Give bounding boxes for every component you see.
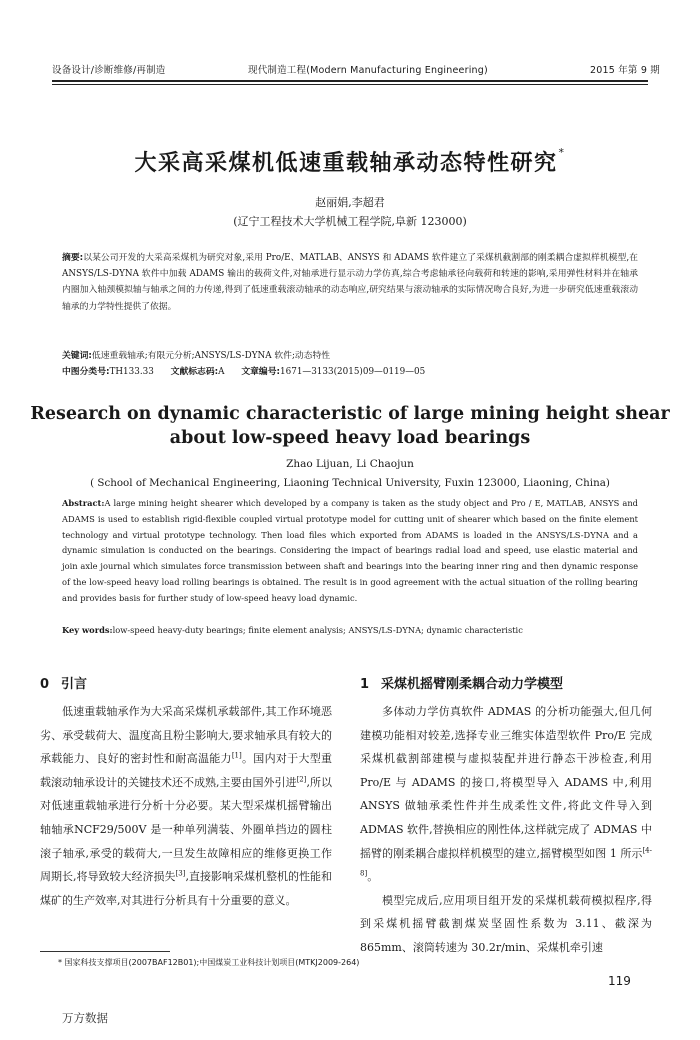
header-issue: 2015 年第 9 期 [590, 65, 660, 76]
clc-value: TH133.33 [109, 367, 154, 377]
abstract-cn-label: 摘要: [62, 253, 84, 263]
article-number [241, 367, 425, 377]
article-number-label: 文章编号: [241, 367, 281, 377]
header-section-label: 设备设计/诊断维修/再制造 [52, 65, 166, 76]
watermark: 万方数据 [62, 1011, 108, 1025]
affiliation-en: ( School of Mechanical Engineering, Liaoning Technical University, Fuxin 123000, Liaoning, China) [90, 477, 610, 489]
intro-text-1: 低速重载轴承作为大采高采煤机承载部件,其工作环境恶劣、承受载荷大、温度高且粉尘影响大,要求轴承具有较大的承载能力、良好的密封性和耐高温能力 [40, 705, 332, 766]
citation-3: [3] [175, 869, 186, 878]
citation-4-8: [4-8] [360, 845, 652, 878]
keywords-cn [62, 348, 638, 364]
authors-en: Zhao Lijuan, Li Chaojun [286, 458, 414, 470]
right-column [360, 700, 652, 960]
header-rule [52, 80, 648, 82]
model-paragraph-2: 模型完成后,应用项目组开发的采煤机载荷模拟程序,得到采煤机摇臂截割煤炭坚固性系数为 3.11、截深为 865mm、滚筒转速为 30.2r/min、采煤机牵引速 [360, 893, 652, 954]
doc-code-label: 文献标志码: [170, 367, 219, 377]
intro-paragraph [40, 700, 332, 912]
article-number-value: 1671—3133(2015)09—0119—05 [280, 367, 426, 377]
section-0-heading [40, 673, 87, 692]
keywords-cn-text: 低速重载轴承;有限元分析;ANSYS/LS-DYNA 软件;动态特性 [91, 351, 331, 361]
model-paragraph-1 [360, 700, 652, 889]
title-footnote-mark: * [558, 146, 566, 159]
title-cn [0, 146, 700, 177]
title-cn-text: 大采高采煤机低速重载轴承动态特性研究 [134, 151, 558, 176]
authors-cn: 赵丽娟,李超君 [315, 196, 385, 209]
doc-code-value: A [218, 367, 225, 377]
intro-text-3: ,所以对低速重载轴承进行分析十分必要。某大型采煤机摇臂输出轴轴承NCF29/500V 是一种单列满装、外圈单挡边的圆柱滚子轴承,承受的载荷大,一旦发生故障相应的维修更换工作周期长,将导致较大经济损失 [40, 775, 333, 884]
keywords-cn-label: 关键词: [62, 351, 92, 361]
intro-text-4: ,直接影响采煤机整机的性能和煤矿的生产效率,对其进行分析具有十分重要的意义。 [40, 870, 333, 907]
page-number: 119 [608, 974, 631, 988]
title-en-line2: about low-speed heavy load bearings [169, 428, 531, 448]
abstract-en-text: A large mining height shearer which developed by a company is taken as the study object and Pro / E, MATLAB, ANSYS and ADAMS is used to establish rigid-flexible coupled virtual prototype model for cutting unit of shearer which based on the finite element technology and virtual prototype technology. Then load files which exported from ADAMS is loaded in the ANSYS/LS-DYNA and a dynamic simulation is conducted on the bearings. Considering the impact of bearings radial load and speed, use elastic material and join axle journal which simulates force transmission between shaft and bearings into the bearing inner ring and then dynamic response of the low-speed heavy load rolling bearings is obtained. The result is in good agreement with the actual situation of the rolling bearing and provides basis for further study of low-speed heavy load dynamic. [62, 498, 638, 603]
abstract-en-label: Abstract: [62, 498, 105, 508]
section-0-title: 引言 [61, 677, 88, 692]
title-en-line1: Research on dynamic characteristic of large mining height shear [30, 404, 670, 424]
model-text-1: 多体动力学仿真软件 ADMAS 的分析功能强大,但几何建模功能相对较差,选择专业三维实体造型软件 Pro/E 完成采煤机截割部建模与虚拟装配并进行静态干涉检查,利用 Pro/E 与 ADAMS 的接口,将模型导入 ADAMS 中,利用 ANSYS 做轴承柔性件并生成柔性文件,将此文件导入到 ADMAS 软件,替换相应的刚性体,这样就完成了 ADMAS 中摇臂的刚柔耦合虚拟样机模型的建立,摇臂模型如图 1 所示 [360, 705, 652, 860]
intro-text-2: 。国内对于大型重载滚动轴承设计的关键技术还不成熟,主要由国外引进 [40, 752, 332, 789]
header-journal-name: 现代制造工程(Modern Manufacturing Engineering) [248, 65, 488, 76]
abstract-en [62, 496, 638, 607]
model-text-1-end: 。 [367, 870, 379, 884]
clc-label: 中图分类号: [62, 367, 110, 377]
classification-line [62, 364, 638, 380]
abstract-cn [62, 250, 638, 315]
document-code [171, 367, 225, 377]
header-rule-thin [52, 84, 648, 85]
keywords-en-label: Key words: [62, 625, 113, 635]
affiliation-cn: (辽宁工程技术大学机械工程学院,阜新 123000) [233, 215, 467, 228]
clc-number [62, 367, 154, 377]
funding-footnote: * 国家科技支撑项目(2007BAF12B01);中国煤炭工业科技计划项目(MTKJ2009-264) [58, 958, 360, 967]
citation-1: [1] [231, 751, 242, 760]
section-1-heading [360, 673, 563, 692]
footnote-rule [40, 951, 170, 952]
citation-2: [2] [296, 775, 307, 784]
section-1-number: 1 [360, 677, 370, 692]
section-1-title: 采煤机摇臂刚柔耦合动力学模型 [381, 677, 564, 692]
keywords-en [62, 622, 638, 638]
keywords-en-text: low-speed heavy-duty bearings; finite element analysis; ANSYS/LS-DYNA; dynamic characteristic [112, 625, 523, 635]
left-column [40, 700, 332, 912]
section-0-number: 0 [40, 677, 50, 692]
abstract-cn-text: 以某公司开发的大采高采煤机为研究对象,采用 Pro/E、MATLAB、ANSYS 和 ADAMS 软件建立了采煤机截割部的刚柔耦合虚拟样机模型,在 ANSYS/LS-DYNA 软件中加载 ADAMS 输出的载荷文件,对轴承进行显示动力学仿真,综合考虑轴承径向载荷和转速的影响,采用弹性材料并在轴承内圈加入轴颈模拟轴与轴承之间的力传递,得到了低速重载滚动轴承的动态响应,研究结果与滚动轴承的实际情况吻合良好,为进一步研究低速重载滚动轴承的力学特性提供了依据。 [62, 253, 638, 312]
